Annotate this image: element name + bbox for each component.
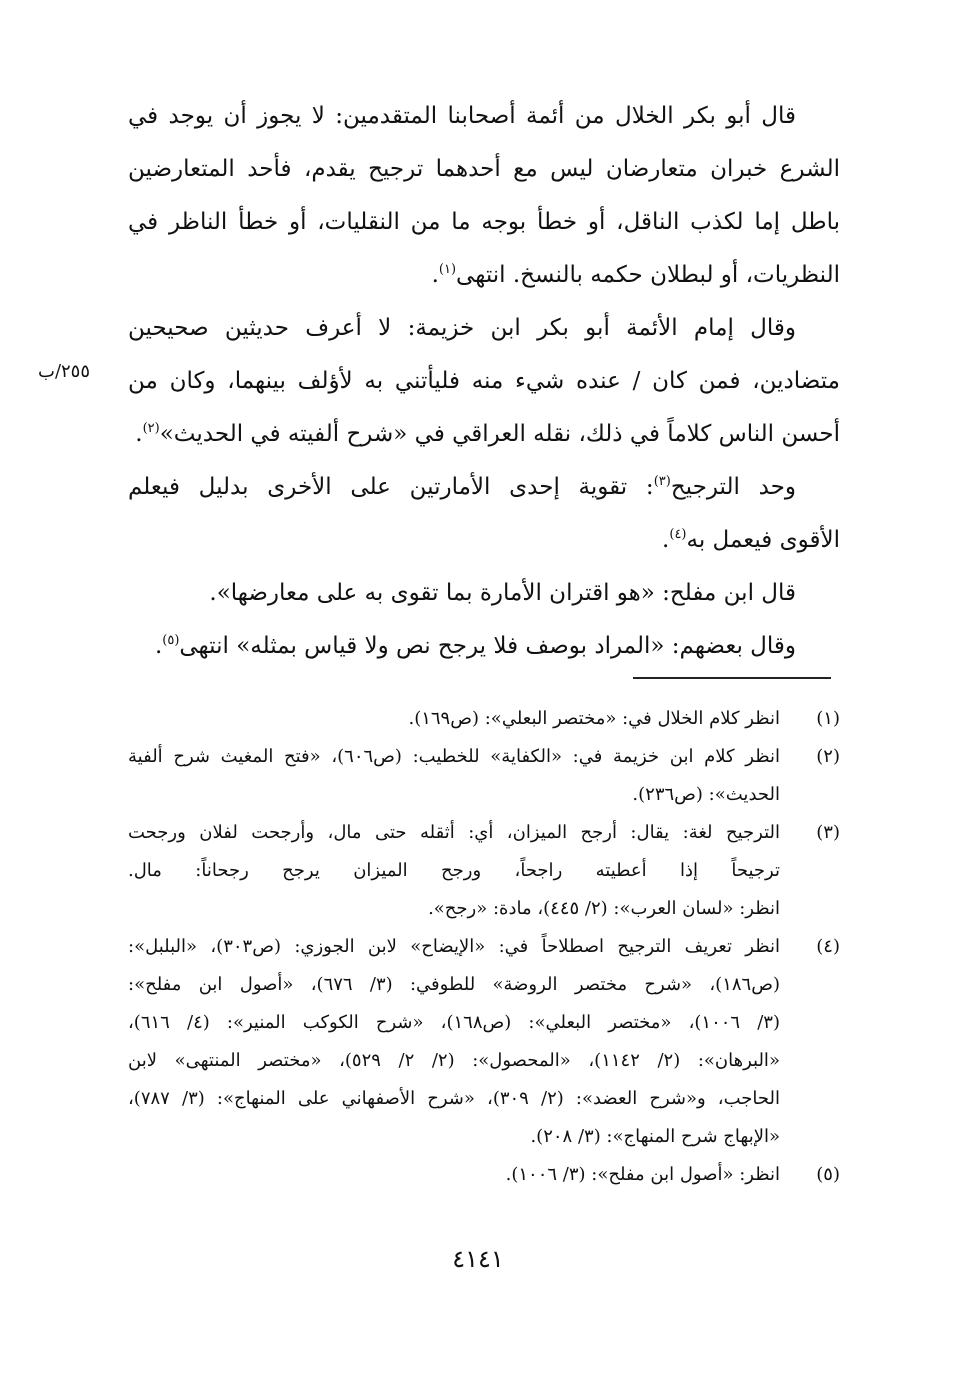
footnote [128, 928, 840, 1156]
body-line [128, 620, 840, 673]
body-line-tail: : تقوية إحدى الأمارتين على الأخرى بدليل فيعلم [128, 474, 654, 500]
footnote-number: (٣) [816, 822, 840, 843]
body-line [128, 143, 840, 196]
footnote-line: (ص١٨٦)، «شرح مختصر الروضة» للطوفي: (٣/ ٦٧٦)، «أصول ابن مفلح»: [128, 974, 780, 995]
footnote-marker: (٥) [162, 633, 180, 648]
body-line [128, 90, 840, 143]
footnote-marker: (٤) [669, 527, 687, 542]
body-line-tail: . [662, 527, 670, 553]
body-line-text: الشرع خبران متعارضان ليس مع أحدهما ترجيح يقدم، فأحد المتعارضين [128, 156, 840, 182]
footnote-number: (٢) [816, 746, 840, 767]
footnote-marker: (٢) [142, 421, 160, 436]
footnote-number: (١) [816, 708, 840, 729]
body-line-text: وقال بعضهم: «المراد بوصف فلا يرجح نص ولا قياس بمثله» انتهى [179, 633, 796, 659]
footnote-line: الترجيح لغة: يقال: أرجح الميزان، أي: أثقله حتى مال، وأرجحت لفلان ورجحت [128, 822, 780, 843]
footnote-line: ترجيحاً إذا أعطيته راجحاً، ورجح الميزان يرجح رجحاناً: مال. [128, 860, 780, 881]
body-line-text: النظريات، أو لبطلان حكمه بالنسخ. انتهى [456, 262, 840, 288]
footnotes [128, 700, 840, 1194]
body-line-tail: . [154, 633, 163, 659]
footnote-number: (٤) [816, 936, 840, 957]
body-line-text: باطل إما لكذب الناقل، أو خطأ بوجه ما من النقليات، أو خطأ الناظر في [128, 209, 840, 235]
body-line-text: الأقوى فيعمل به [686, 527, 840, 553]
footnote-line: الحديث»: (ص٢٣٦). [632, 784, 780, 805]
footnote-line: انظر تعريف الترجيح اصطلاحاً في: «الإيضاح» لابن الجوزي: (ص٣٠٣)، «البلبل»: [128, 936, 780, 957]
footnote-line: (٣/ ١٠٠٦)، «مختصر البعلي»: (ص١٦٨)، «شرح الكوكب المنير»: (٤/ ٦١٦)، [128, 1012, 780, 1033]
body-line [128, 567, 840, 620]
body-line [128, 196, 840, 249]
body-line-tail: . [431, 262, 439, 288]
footnote-line: انظر كلام ابن خزيمة في: «الكفاية» للخطيب: (ص٦٠٦)، «فتح المغيث شرح ألفية [128, 746, 780, 767]
body-line [128, 302, 840, 355]
footnote [128, 738, 840, 814]
body-line-text: وقال إمام الأئمة أبو بكر ابن خزيمة: لا أعرف حديثين صحيحين [128, 315, 796, 341]
footnote-line: «البرهان»: (٢/ ١١٤٢)، «المحصول»: (٢/ ٢/ ٥٢٩)، «مختصر المنتهى» لابن [128, 1050, 780, 1071]
page-number: ٤١٤١ [452, 1245, 504, 1273]
footnote-line: «الإبهاج شرح المنهاج»: (٣/ ٢٠٨). [530, 1126, 780, 1147]
body-line-text: متضادين، فمن كان / عنده شيء منه فليأتني به لأؤلف بينهما، وكان من [128, 368, 840, 394]
main-text [128, 90, 840, 673]
footnote-separator [633, 677, 831, 679]
footnote-line: الحاجب، و«شرح العضد»: (٢/ ٣٠٩)، «شرح الأصفهاني على المنهاج»: (٣/ ٧٨٧)، [128, 1088, 780, 1109]
body-line [128, 408, 840, 461]
body-line-text: أحسن الناس كلاماً في ذلك، نقله العراقي في «شرح ألفيته في الحديث» [159, 421, 840, 447]
body-line-text: وحد الترجيح [670, 474, 796, 500]
footnote-marker: (٣) [653, 474, 671, 489]
body-line [128, 355, 840, 408]
footnote [128, 1156, 840, 1194]
body-line-text: قال ابن مفلح: «هو اقتران الأمارة بما تقوى به على معارضها». [209, 580, 796, 606]
footnote [128, 700, 840, 738]
body-line-text: قال أبو بكر الخلال من أئمة أصحابنا المتقدمين: لا يجوز أن يوجد في [128, 103, 796, 129]
body-line-tail: . [135, 421, 143, 447]
footnote [128, 814, 840, 928]
footnote-line: انظر: «لسان العرب»: (٢/ ٤٤٥)، مادة: «رجح». [428, 898, 780, 919]
footnote-line: انظر: «أصول ابن مفلح»: (٣/ ١٠٠٦). [505, 1164, 780, 1185]
manuscript-folio-reference: ٢٥٥/ب [38, 361, 91, 382]
body-line [128, 461, 840, 514]
footnote-marker: (١) [438, 262, 457, 277]
body-line [128, 514, 840, 567]
footnote-line: انظر كلام الخلال في: «مختصر البعلي»: (ص١٦٩). [408, 708, 780, 729]
footnote-number: (٥) [816, 1164, 840, 1185]
body-line [128, 249, 840, 302]
